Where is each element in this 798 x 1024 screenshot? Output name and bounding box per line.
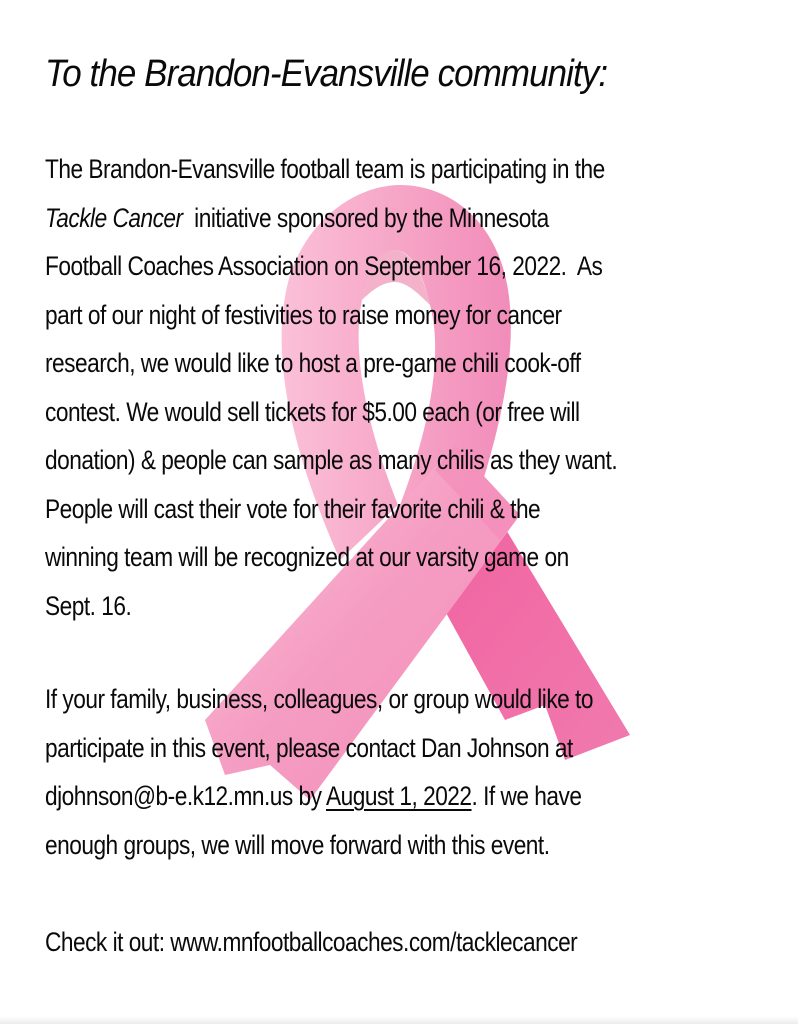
tackle-cancer-title: Tackle Cancer [45,202,183,233]
text-line: part of our night of festivities to raise money for cancer [45,299,562,330]
text-line: If your family, business, colleagues, or group would like to [45,684,593,714]
text-line: donation) & people can sample as many chilis as they want. [45,445,618,475]
text-line: People will cast their vote for their favorite chili & the [45,493,541,524]
text-line: winning team will be recognized at our varsity game on [45,542,569,572]
paragraph-website [45,918,784,967]
deadline-date: August 1, 2022 [326,781,472,811]
text-line: Football Coaches Association on September 16, 2022. As [45,251,603,281]
paragraph-contact [45,675,784,869]
website-line: Check it out: www.mnfootballcoaches.com/tacklecancer [45,927,578,957]
text-line: participate in this event, please contact Dan Johnson at [45,732,573,763]
text-segment: . If we have [471,781,582,811]
contact-email: djohnson@b-e.k12.mn.us by [45,781,327,811]
paragraph-event-description [45,145,784,630]
text-segment: initiative sponsored by the Minnesota [182,202,549,233]
letter-heading: To the Brandon-Evansville community: [45,53,608,95]
text-line: research, we would like to host a pre-game chili cook-off [45,348,581,378]
text-line [45,772,784,821]
text-line: enough groups, we will move forward with this event. [45,829,550,860]
text-line [45,194,784,243]
page-edge-shadow [0,1016,798,1024]
text-line: contest. We would sell tickets for $5.00 each (or free will [45,396,580,427]
text-line: The Brandon-Evansville football team is participating in the [45,154,605,184]
text-line: Sept. 16. [45,590,132,621]
